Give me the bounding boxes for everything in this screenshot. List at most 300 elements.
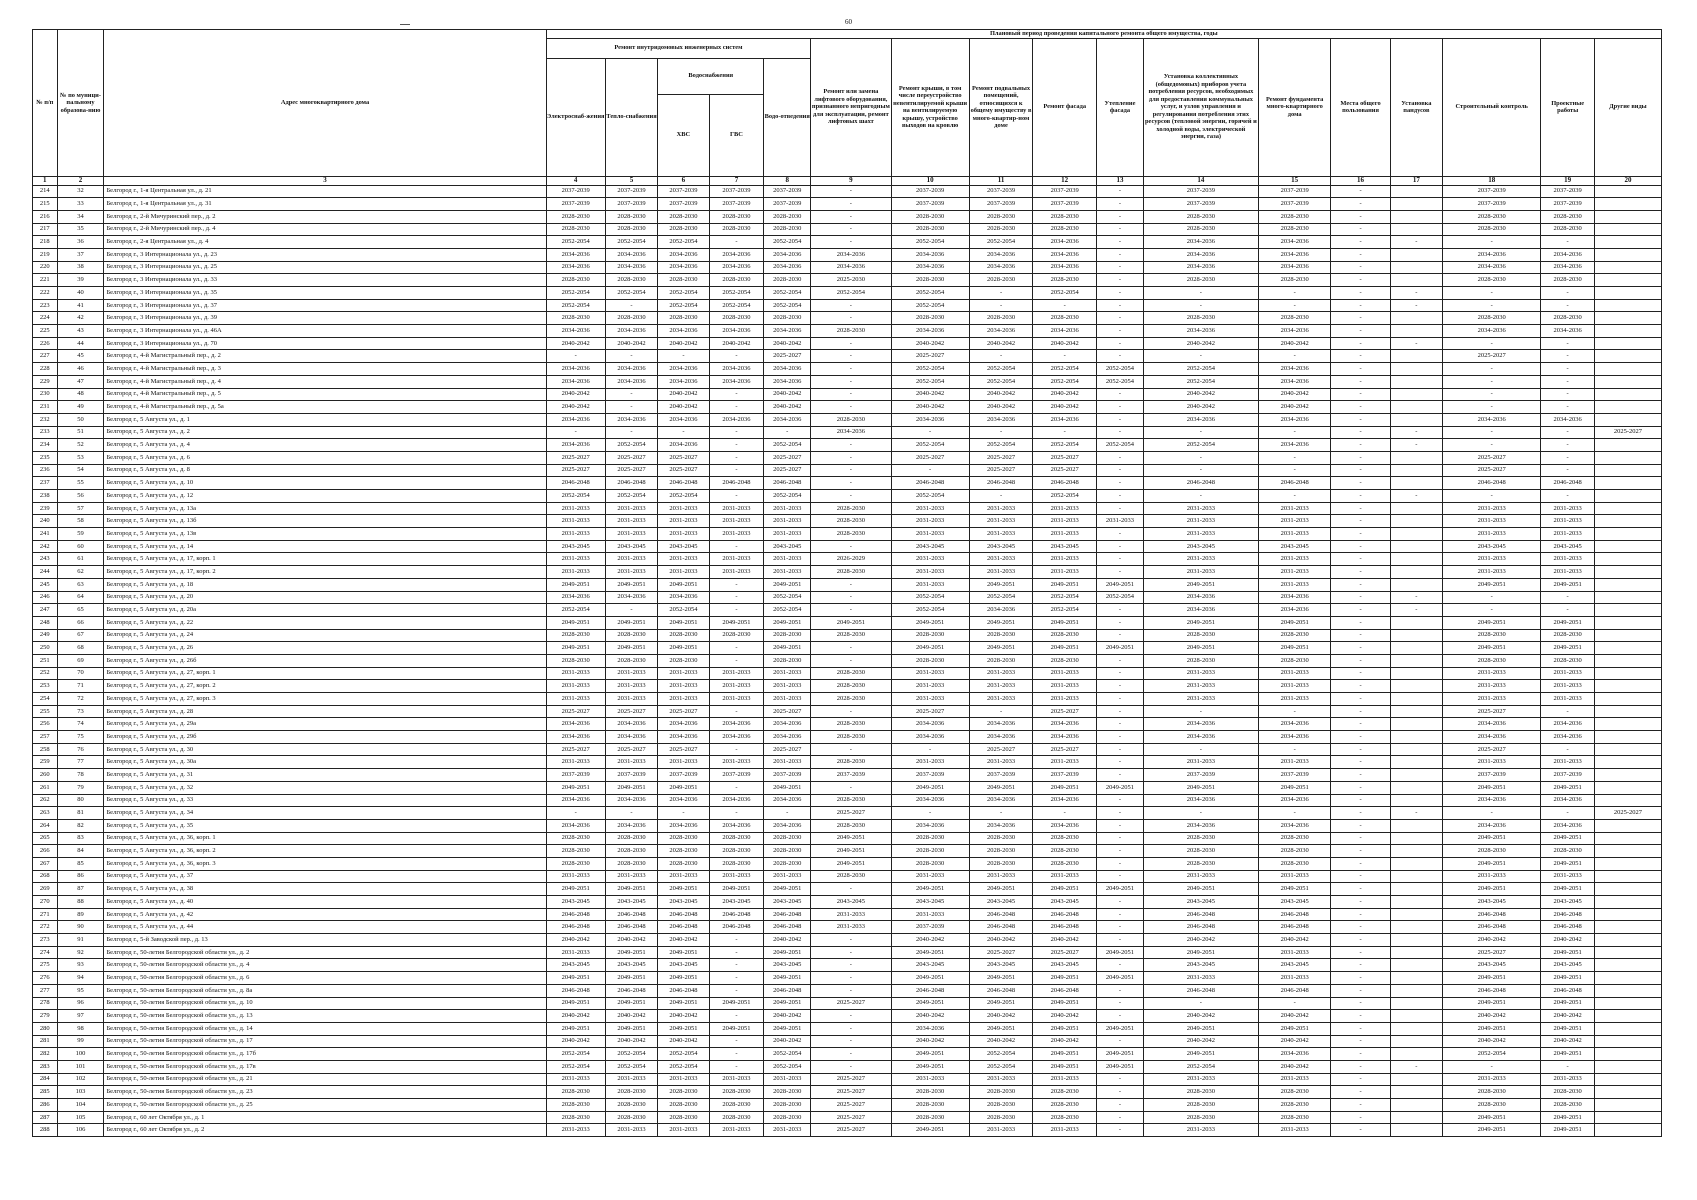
period-cell: 2031-2033 [764, 693, 811, 706]
period-cell: 2028-2030 [764, 629, 811, 642]
period-cell: - [891, 743, 969, 756]
period-cell: - [709, 984, 764, 997]
period-cell [1390, 718, 1442, 731]
period-cell [1390, 1035, 1442, 1048]
period-cell: 2028-2030 [1443, 1099, 1541, 1112]
period-cell: 2031-2033 [605, 528, 657, 541]
address-cell: Белгород г., 50-летия Белгородской области ул., д. 10 [104, 997, 546, 1010]
period-cell: 2037-2039 [1541, 198, 1595, 211]
period-cell: 2031-2033 [1541, 680, 1595, 693]
period-cell: 2040-2042 [969, 1010, 1033, 1023]
period-cell: 2031-2033 [658, 756, 709, 769]
period-cell: - [1443, 604, 1541, 617]
period-cell: 2025-2027 [605, 464, 657, 477]
period-cell: - [605, 350, 657, 363]
period-cell: 2040-2042 [891, 934, 969, 947]
period-cell: 2028-2030 [546, 832, 605, 845]
period-cell: 2028-2030 [811, 756, 891, 769]
period-cell: 2034-2036 [891, 819, 969, 832]
period-cell: 2049-2051 [658, 642, 709, 655]
municipal-number-cell: 37 [57, 248, 104, 261]
period-cell: 2031-2033 [1143, 870, 1258, 883]
period-cell [1390, 896, 1442, 909]
period-cell: 2031-2033 [546, 502, 605, 515]
municipal-number-cell: 38 [57, 261, 104, 274]
period-cell: 2049-2051 [1143, 946, 1258, 959]
period-cell: 2046-2048 [658, 984, 709, 997]
period-cell: 2040-2042 [546, 388, 605, 401]
address-cell: Белгород г., 5 Августа ул., д. 36, корп. 2 [104, 845, 546, 858]
period-cell: 2028-2030 [969, 654, 1033, 667]
period-cell: - [1033, 426, 1097, 439]
municipal-number-cell: 103 [57, 1086, 104, 1099]
period-cell: 2034-2036 [546, 718, 605, 731]
period-cell: 2034-2036 [1143, 731, 1258, 744]
municipal-number-cell: 87 [57, 883, 104, 896]
address-cell: Белгород г., 5 Августа ул., д. 30а [104, 756, 546, 769]
period-cell [1390, 934, 1442, 947]
column-number: 6 [658, 176, 709, 185]
period-cell: 2049-2051 [1258, 781, 1331, 794]
period-cell: 2040-2042 [1443, 1035, 1541, 1048]
header-facade: Ремонт фасада [1033, 38, 1097, 176]
period-cell: 2031-2033 [764, 553, 811, 566]
municipal-number-cell: 85 [57, 857, 104, 870]
period-cell: 2034-2036 [709, 819, 764, 832]
period-cell: 2040-2042 [891, 337, 969, 350]
period-cell [1594, 401, 1661, 414]
period-cell: 2043-2045 [1443, 959, 1541, 972]
period-cell: - [1331, 680, 1390, 693]
period-cell: 2052-2054 [969, 1060, 1033, 1073]
column-number-row [33, 176, 1662, 185]
municipal-number-cell: 51 [57, 426, 104, 439]
period-cell: 2049-2051 [658, 946, 709, 959]
municipal-number-cell: 77 [57, 756, 104, 769]
row-number-cell: 276 [33, 972, 58, 985]
period-cell: - [811, 312, 891, 325]
period-cell [1390, 693, 1442, 706]
period-cell: - [1443, 388, 1541, 401]
period-cell: 2049-2051 [1541, 946, 1595, 959]
period-cell: 2031-2033 [1033, 756, 1097, 769]
row-number-cell: 274 [33, 946, 58, 959]
period-cell: 2052-2054 [891, 287, 969, 300]
table-row [33, 1048, 1662, 1061]
row-number-cell: 286 [33, 1099, 58, 1112]
period-cell: 2049-2051 [605, 616, 657, 629]
period-cell: 2028-2030 [1143, 1099, 1258, 1112]
period-cell: 2040-2042 [969, 388, 1033, 401]
table-row [33, 870, 1662, 883]
period-cell: 2052-2054 [546, 299, 605, 312]
period-cell: - [1097, 299, 1144, 312]
period-cell: - [1390, 337, 1442, 350]
table-row [33, 1124, 1662, 1137]
period-cell: 2031-2033 [1033, 528, 1097, 541]
period-cell: - [1331, 515, 1390, 528]
period-cell: 2049-2051 [605, 972, 657, 985]
period-cell: 2049-2051 [1443, 616, 1541, 629]
period-cell: 2028-2030 [1143, 832, 1258, 845]
period-cell [1594, 718, 1661, 731]
period-cell: 2031-2033 [969, 515, 1033, 528]
period-cell: - [1143, 299, 1258, 312]
period-cell [1390, 680, 1442, 693]
period-cell: - [1331, 604, 1390, 617]
period-cell: - [1541, 464, 1595, 477]
period-cell: 2034-2036 [891, 413, 969, 426]
period-cell: 2037-2039 [1258, 185, 1331, 198]
period-cell [1594, 832, 1661, 845]
period-cell: 2031-2033 [1541, 566, 1595, 579]
period-cell [1594, 540, 1661, 553]
period-cell: 2046-2048 [1541, 908, 1595, 921]
period-cell: 2049-2051 [546, 642, 605, 655]
period-cell: 2037-2039 [1033, 185, 1097, 198]
period-cell: 2034-2036 [891, 1022, 969, 1035]
period-cell: 2040-2042 [1258, 1035, 1331, 1048]
period-cell: - [605, 807, 657, 820]
period-cell: 2028-2030 [1143, 654, 1258, 667]
period-cell: 2040-2042 [1143, 401, 1258, 414]
address-cell: Белгород г., 5 Августа ул., д. 26 [104, 642, 546, 655]
period-cell: 2031-2033 [969, 528, 1033, 541]
period-cell: - [1331, 363, 1390, 376]
period-cell: 2037-2039 [1143, 185, 1258, 198]
period-cell: - [1097, 680, 1144, 693]
column-number: 20 [1594, 176, 1661, 185]
period-cell: 2031-2033 [969, 566, 1033, 579]
period-cell: 2037-2039 [1443, 185, 1541, 198]
period-cell: - [1331, 705, 1390, 718]
period-cell: 2031-2033 [1033, 553, 1097, 566]
row-number-cell: 240 [33, 515, 58, 528]
period-cell: - [1331, 464, 1390, 477]
period-cell: 2040-2042 [1033, 388, 1097, 401]
period-cell: 2049-2051 [1258, 616, 1331, 629]
period-cell: 2026-2029 [811, 553, 891, 566]
period-cell: 2049-2051 [1097, 972, 1144, 985]
period-cell: - [1097, 413, 1144, 426]
period-cell: - [1331, 654, 1390, 667]
period-cell: 2028-2030 [1443, 845, 1541, 858]
table-row [33, 997, 1662, 1010]
period-cell: 2040-2042 [764, 388, 811, 401]
period-cell: 2049-2051 [605, 883, 657, 896]
period-cell [1594, 705, 1661, 718]
period-cell: 2040-2042 [1033, 934, 1097, 947]
period-cell: - [1097, 819, 1144, 832]
period-cell: 2040-2042 [764, 1010, 811, 1023]
period-cell: 2037-2039 [1443, 769, 1541, 782]
period-cell: 2031-2033 [1143, 667, 1258, 680]
period-cell: - [1097, 667, 1144, 680]
period-cell: - [1143, 997, 1258, 1010]
header-address: Адрес многоквартирного дома [104, 30, 546, 177]
period-cell: - [1331, 223, 1390, 236]
address-cell: Белгород г., 2-й Мичуринский пер., д. 2 [104, 210, 546, 223]
period-cell: 2049-2051 [1541, 1048, 1595, 1061]
period-cell [1594, 934, 1661, 947]
period-cell: 2040-2042 [891, 401, 969, 414]
municipal-number-cell: 69 [57, 654, 104, 667]
address-cell: Белгород г., 50-летия Белгородской области ул., д. 2 [104, 946, 546, 959]
address-cell: Белгород г., 4-й Магистральный пер., д. 4 [104, 375, 546, 388]
period-cell: - [1390, 287, 1442, 300]
period-cell: 2028-2030 [605, 629, 657, 642]
period-cell: 2025-2027 [546, 705, 605, 718]
period-cell: - [1331, 1060, 1390, 1073]
period-cell: 2031-2033 [764, 1073, 811, 1086]
period-cell: 2025-2027 [1443, 464, 1541, 477]
period-cell: 2028-2030 [764, 312, 811, 325]
period-cell: 2028-2030 [764, 223, 811, 236]
period-cell [1390, 198, 1442, 211]
header-num-municipal: № по муници-пальному образова-нию [57, 30, 104, 177]
period-cell: 2031-2033 [1443, 693, 1541, 706]
period-cell: 2040-2042 [546, 401, 605, 414]
municipal-number-cell: 82 [57, 819, 104, 832]
address-cell: Белгород г., 50-летия Белгородской области ул., д. 25 [104, 1099, 546, 1112]
row-number-cell: 281 [33, 1035, 58, 1048]
period-cell: - [1443, 426, 1541, 439]
period-cell: 2025-2027 [658, 705, 709, 718]
period-cell: - [1331, 350, 1390, 363]
address-cell: Белгород г., 3 Интернационала ул., д. 33 [104, 274, 546, 287]
table-row [33, 718, 1662, 731]
row-number-cell: 245 [33, 578, 58, 591]
period-cell: 2049-2051 [546, 972, 605, 985]
period-cell: 2028-2030 [1033, 845, 1097, 858]
period-cell [1390, 1073, 1442, 1086]
municipal-number-cell: 61 [57, 553, 104, 566]
period-cell: 2049-2051 [1258, 883, 1331, 896]
period-cell: 2043-2045 [969, 959, 1033, 972]
period-cell [1390, 959, 1442, 972]
period-cell: 2025-2027 [605, 705, 657, 718]
period-cell: - [709, 426, 764, 439]
period-cell: 2031-2033 [1033, 870, 1097, 883]
period-cell: 2052-2054 [546, 490, 605, 503]
period-cell: 2052-2054 [764, 1048, 811, 1061]
period-cell: 2028-2030 [811, 794, 891, 807]
period-cell: 2052-2054 [605, 490, 657, 503]
row-number-cell: 255 [33, 705, 58, 718]
period-cell: 2028-2030 [1258, 629, 1331, 642]
period-cell: 2046-2048 [546, 921, 605, 934]
period-cell: 2049-2051 [891, 1048, 969, 1061]
address-cell: Белгород г., 5 Августа ул., д. 18 [104, 578, 546, 591]
period-cell: 2049-2051 [1033, 781, 1097, 794]
column-number: 9 [811, 176, 891, 185]
period-cell: 2028-2030 [1033, 654, 1097, 667]
period-cell: 2046-2048 [1258, 921, 1331, 934]
table-row [33, 934, 1662, 947]
period-cell: 2049-2051 [891, 946, 969, 959]
municipal-number-cell: 39 [57, 274, 104, 287]
address-cell: Белгород г., 60 лет Октября ул., д. 2 [104, 1124, 546, 1137]
period-cell: - [709, 807, 764, 820]
period-cell: - [1331, 1022, 1390, 1035]
period-cell: - [709, 1035, 764, 1048]
period-cell: 2049-2051 [658, 578, 709, 591]
address-cell: Белгород г., 50-летия Белгородской области ул., д. 8а [104, 984, 546, 997]
row-number-cell: 273 [33, 934, 58, 947]
period-cell: 2052-2054 [605, 236, 657, 249]
period-cell: - [969, 490, 1033, 503]
period-cell: 2028-2030 [658, 629, 709, 642]
table-row [33, 794, 1662, 807]
period-cell: 2031-2033 [969, 667, 1033, 680]
row-number-cell: 278 [33, 997, 58, 1010]
period-cell: 2034-2036 [764, 325, 811, 338]
period-cell [1594, 896, 1661, 909]
period-cell: 2034-2036 [1258, 819, 1331, 832]
period-cell: 2052-2054 [891, 490, 969, 503]
period-cell: - [969, 426, 1033, 439]
period-cell: 2037-2039 [891, 185, 969, 198]
period-cell: 2025-2027 [811, 1073, 891, 1086]
period-cell: 2052-2054 [658, 299, 709, 312]
period-cell [1390, 1022, 1442, 1035]
period-cell: 2025-2027 [605, 743, 657, 756]
period-cell: 2040-2042 [1258, 401, 1331, 414]
period-cell: - [1331, 287, 1390, 300]
period-cell: 2031-2033 [1443, 566, 1541, 579]
period-cell: 2031-2033 [1258, 680, 1331, 693]
period-cell: 2049-2051 [969, 997, 1033, 1010]
period-cell: 2031-2033 [891, 870, 969, 883]
address-cell: Белгород г., 3 Интернационала ул., д. 35 [104, 287, 546, 300]
period-cell: 2034-2036 [1033, 819, 1097, 832]
period-cell: 2034-2036 [891, 794, 969, 807]
period-cell: 2040-2042 [764, 1035, 811, 1048]
period-cell: 2046-2048 [764, 921, 811, 934]
period-cell: 2031-2033 [658, 667, 709, 680]
period-cell: 2031-2033 [605, 1124, 657, 1137]
row-number-cell: 235 [33, 451, 58, 464]
table-row [33, 299, 1662, 312]
row-number-cell: 214 [33, 185, 58, 198]
period-cell: 2031-2033 [546, 1073, 605, 1086]
period-cell: 2028-2030 [811, 718, 891, 731]
row-number-cell: 256 [33, 718, 58, 731]
period-cell: - [1331, 883, 1390, 896]
period-cell: 2040-2042 [1143, 934, 1258, 947]
period-cell: 2049-2051 [1097, 1022, 1144, 1035]
period-cell: - [891, 807, 969, 820]
period-cell: 2025-2027 [1033, 946, 1097, 959]
period-cell: 2031-2033 [1541, 528, 1595, 541]
address-cell: Белгород г., 5 Августа ул., д. 8 [104, 464, 546, 477]
period-cell: 2040-2042 [1258, 1060, 1331, 1073]
period-cell [1594, 1124, 1661, 1137]
column-number: 2 [57, 176, 104, 185]
period-cell: - [1097, 718, 1144, 731]
period-cell: 2031-2033 [605, 502, 657, 515]
period-cell: - [658, 350, 709, 363]
period-cell: - [811, 883, 891, 896]
period-cell: - [1331, 198, 1390, 211]
period-cell: 2025-2027 [811, 807, 891, 820]
period-cell: - [1541, 350, 1595, 363]
period-cell: 2028-2030 [891, 654, 969, 667]
table-row [33, 401, 1662, 414]
period-cell: 2031-2033 [969, 1124, 1033, 1137]
period-cell: - [605, 388, 657, 401]
period-cell: 2031-2033 [546, 870, 605, 883]
period-cell: 2040-2042 [605, 337, 657, 350]
period-cell [1390, 972, 1442, 985]
period-cell: 2046-2048 [1541, 921, 1595, 934]
period-cell: - [1541, 705, 1595, 718]
period-cell: 2040-2042 [764, 934, 811, 947]
table-row [33, 248, 1662, 261]
period-cell: - [1390, 591, 1442, 604]
period-cell: 2040-2042 [1143, 1035, 1258, 1048]
table-row [33, 350, 1662, 363]
period-cell: 2034-2036 [658, 413, 709, 426]
table-row [33, 883, 1662, 896]
address-cell: Белгород г., 5 Августа ул., д. 13в [104, 528, 546, 541]
period-cell: 2049-2051 [1443, 997, 1541, 1010]
period-cell: 2031-2033 [1143, 1124, 1258, 1137]
address-cell: Белгород г., 5 Августа ул., д. 17, корп. 1 [104, 553, 546, 566]
period-cell: 2049-2051 [811, 616, 891, 629]
row-number-cell: 237 [33, 477, 58, 490]
period-cell: 2049-2051 [1033, 883, 1097, 896]
period-cell: 2049-2051 [1443, 1111, 1541, 1124]
period-cell: 2043-2045 [546, 896, 605, 909]
period-cell: 2028-2030 [891, 1111, 969, 1124]
address-cell: Белгород г., 50-летия Белгородской области ул., д. 4 [104, 959, 546, 972]
period-cell: 2034-2036 [1443, 325, 1541, 338]
period-cell: - [891, 464, 969, 477]
period-cell: 2049-2051 [969, 642, 1033, 655]
period-cell: 2031-2033 [969, 680, 1033, 693]
table-row [33, 781, 1662, 794]
municipal-number-cell: 106 [57, 1124, 104, 1137]
table-row [33, 363, 1662, 376]
period-cell: 2028-2030 [1143, 210, 1258, 223]
period-cell: 2031-2033 [658, 515, 709, 528]
address-cell: Белгород г., 50-летия Белгородской области ул., д. 13 [104, 1010, 546, 1023]
period-cell: 2037-2039 [546, 185, 605, 198]
period-cell: 2049-2051 [891, 972, 969, 985]
period-cell: - [1443, 363, 1541, 376]
period-cell: - [1097, 287, 1144, 300]
period-cell: 2034-2036 [605, 248, 657, 261]
table-row [33, 857, 1662, 870]
row-number-cell: 246 [33, 591, 58, 604]
period-cell: 2028-2030 [811, 667, 891, 680]
period-cell: 2034-2036 [1143, 248, 1258, 261]
period-cell: 2043-2045 [891, 959, 969, 972]
row-number-cell: 285 [33, 1086, 58, 1099]
table-row [33, 210, 1662, 223]
table-row [33, 896, 1662, 909]
period-cell [1594, 477, 1661, 490]
period-cell [1390, 515, 1442, 528]
period-cell: 2034-2036 [1143, 413, 1258, 426]
period-cell: 2046-2048 [1443, 921, 1541, 934]
period-cell: - [811, 972, 891, 985]
period-cell: - [1443, 236, 1541, 249]
table-row [33, 604, 1662, 617]
period-cell: - [1541, 1060, 1595, 1073]
period-cell: - [1097, 1086, 1144, 1099]
